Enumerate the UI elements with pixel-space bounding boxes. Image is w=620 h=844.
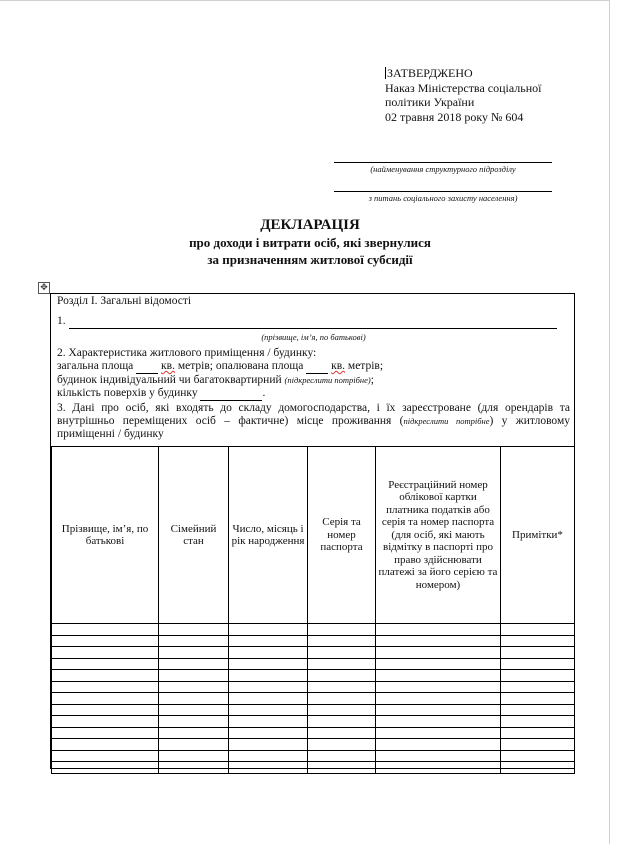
title-main: ДЕКЛАРАЦІЯ (260, 217, 360, 233)
table-cell[interactable] (52, 658, 159, 670)
page-edge-top (0, 0, 610, 1)
household-members-table (51, 446, 575, 774)
heated-area-field[interactable] (306, 360, 328, 374)
table-cell[interactable] (52, 647, 159, 659)
table-cell[interactable] (501, 624, 575, 636)
table-row (52, 716, 575, 728)
table-cell[interactable] (229, 704, 308, 716)
table-cell[interactable] (376, 693, 501, 705)
table-cell[interactable] (308, 658, 376, 670)
table-row (52, 693, 575, 705)
table-cell[interactable] (501, 739, 575, 751)
header-birth-date: Число, місяць і рік народження (229, 447, 308, 624)
text-cursor (385, 67, 386, 79)
table-cell[interactable] (376, 739, 501, 751)
table-cell[interactable] (376, 727, 501, 739)
page-edge-right (609, 0, 610, 844)
table-cell[interactable] (308, 624, 376, 636)
approval-line-4: 02 травня 2018 року № 604 (385, 109, 524, 124)
department-name-field[interactable] (334, 162, 552, 163)
table-cell[interactable] (229, 635, 308, 647)
table-cell[interactable] (229, 727, 308, 739)
table-row (52, 750, 575, 762)
item-1 (57, 315, 570, 329)
table-row (52, 739, 575, 751)
table-cell[interactable] (308, 716, 376, 728)
table-cell[interactable] (159, 681, 229, 693)
table-cell[interactable] (308, 739, 376, 751)
table-cell[interactable] (52, 624, 159, 636)
item-2-heading: 2. Характеристика житлового приміщення / будинку: (57, 347, 317, 359)
table-row (52, 624, 575, 636)
table-cell[interactable] (501, 716, 575, 728)
table-cell[interactable] (229, 750, 308, 762)
table-cell[interactable] (376, 681, 501, 693)
table-cell[interactable] (376, 750, 501, 762)
table-cell[interactable] (501, 762, 575, 774)
area-line: загальна площа кв. метрів; опалювана площа кв. метрів; (57, 360, 384, 372)
table-cell[interactable] (52, 750, 159, 762)
table-cell[interactable] (376, 762, 501, 774)
table-cell[interactable] (308, 647, 376, 659)
table-cell[interactable] (308, 693, 376, 705)
house-type-line: будинок індивідуальний чи багатоквартирний (підкреслити потрібне); (57, 374, 374, 386)
floors-line: кількість поверхів у будинку . (57, 387, 266, 399)
department-caption-2: з питань соціального захисту населення) (368, 193, 518, 203)
header-notes: Примітки* (501, 447, 575, 624)
title-line-2: про доходи і витрати осіб, які звернулися (189, 235, 431, 250)
table-cell[interactable] (229, 658, 308, 670)
table-cell[interactable] (229, 647, 308, 659)
table-cell[interactable] (52, 739, 159, 751)
table-row (52, 635, 575, 647)
table-cell[interactable] (52, 762, 159, 774)
floors-field[interactable] (200, 387, 262, 401)
item-3-text: 3. Дані про осіб, які входять до складу домогосподарства, і їх зареєстроване (для орендарів та внутрішньо переміщених осіб – фактичне) місце проживання (підкреслити потрібне) у житловому приміщенні / будинку (57, 402, 570, 440)
table-cell[interactable] (229, 739, 308, 751)
table-cell[interactable] (159, 693, 229, 705)
table-cell[interactable] (159, 750, 229, 762)
table-cell[interactable] (308, 727, 376, 739)
table-header-row (52, 447, 575, 624)
table-cell[interactable] (159, 739, 229, 751)
table-cell[interactable] (501, 704, 575, 716)
table-row (52, 670, 575, 682)
department-block-1 (334, 162, 552, 174)
table-cell[interactable] (376, 624, 501, 636)
table-cell[interactable] (159, 624, 229, 636)
table-row (52, 727, 575, 739)
table-cell[interactable] (229, 681, 308, 693)
table-cell[interactable] (308, 762, 376, 774)
table-cell[interactable] (376, 716, 501, 728)
table-cell[interactable] (376, 658, 501, 670)
table-cell[interactable] (159, 716, 229, 728)
table-cell[interactable] (229, 716, 308, 728)
table-cell[interactable] (376, 704, 501, 716)
approval-line-3: політики України (385, 95, 475, 109)
full-name-field[interactable] (69, 315, 557, 329)
table-cell[interactable] (159, 704, 229, 716)
header-passport: Серія та номер паспорта (308, 447, 376, 624)
table-cell[interactable] (52, 693, 159, 705)
table-cell[interactable] (501, 635, 575, 647)
table-cell[interactable] (159, 727, 229, 739)
table-cell[interactable] (308, 670, 376, 682)
table-cell[interactable] (229, 762, 308, 774)
table-cell[interactable] (501, 750, 575, 762)
declaration-form (50, 293, 575, 769)
approval-line-1[interactable]: ЗАТВЕРДЖЕНО (387, 66, 473, 80)
table-cell[interactable] (501, 727, 575, 739)
total-area-field[interactable] (136, 360, 158, 374)
table-cell[interactable] (159, 635, 229, 647)
table-row (52, 681, 575, 693)
table-cell[interactable] (308, 681, 376, 693)
approval-stamp (385, 66, 542, 124)
title-line-3: за призначенням житлової субсидії (207, 252, 413, 267)
table-cell[interactable] (229, 624, 308, 636)
table-cell[interactable] (501, 670, 575, 682)
table-cell[interactable] (376, 647, 501, 659)
table-cell[interactable] (159, 762, 229, 774)
table-cell[interactable] (52, 716, 159, 728)
table-cell[interactable] (159, 647, 229, 659)
document-title (0, 216, 620, 268)
table-cell[interactable] (376, 670, 501, 682)
table-row (52, 658, 575, 670)
header-tax-number: Реєстраційний номер облікової картки платника податків або серія та номер паспорта (для осіб, які мають відмітку в паспорті про право здійснювати платежі за його серією та номером) (376, 447, 501, 624)
header-family-status: Сімейний стан (159, 447, 229, 624)
table-cell[interactable] (229, 670, 308, 682)
table-cell[interactable] (308, 750, 376, 762)
table-move-handle-icon[interactable]: ✥ (38, 282, 50, 294)
table-cell[interactable] (52, 704, 159, 716)
table-row (52, 647, 575, 659)
table-cell[interactable] (159, 670, 229, 682)
table-row (52, 762, 575, 774)
table-cell[interactable] (52, 727, 159, 739)
department-block-2 (334, 191, 552, 203)
table-cell[interactable] (501, 681, 575, 693)
table-cell[interactable] (52, 635, 159, 647)
table-body (52, 624, 575, 774)
table-row (52, 704, 575, 716)
table-cell[interactable] (501, 693, 575, 705)
department-caption-1: (найменування структурного підрозділу (370, 164, 516, 174)
table-cell[interactable] (308, 635, 376, 647)
department-name-field-2[interactable] (334, 191, 552, 192)
section-heading: Розділ І. Загальні відомості (57, 295, 192, 307)
table-cell[interactable] (229, 693, 308, 705)
header-full-name: Прізвище, ім’я, по батькові (52, 447, 159, 624)
full-name-caption: (прізвище, ім’я, по батькові) (261, 332, 366, 342)
table-cell[interactable] (159, 658, 229, 670)
table-cell[interactable] (308, 704, 376, 716)
table-cell[interactable] (501, 647, 575, 659)
table-cell[interactable] (52, 670, 159, 682)
approval-line-2: Наказ Міністерства соціальної (385, 80, 542, 95)
table-cell[interactable] (52, 681, 159, 693)
table-cell[interactable] (501, 658, 575, 670)
table-cell[interactable] (376, 635, 501, 647)
item-1-number: 1. (57, 315, 66, 327)
